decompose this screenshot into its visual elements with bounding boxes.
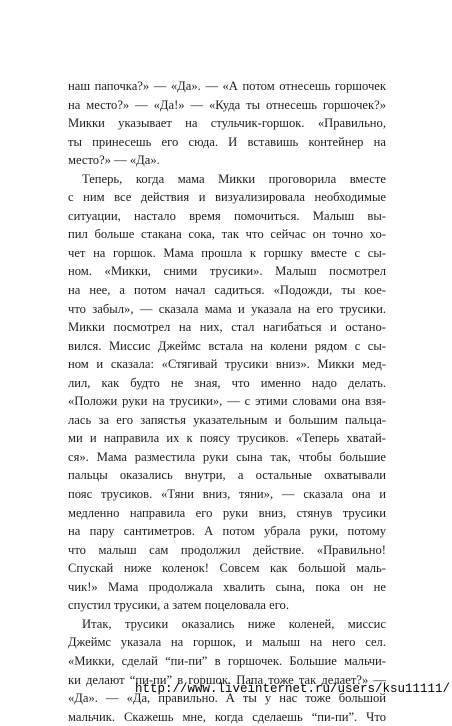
text-line: вился. Миссис Джеймс встала на колени рядом с сы-	[68, 338, 386, 353]
text-line: ситуации, настало время помочиться. Малыш вы-	[68, 208, 386, 223]
text-line: Джеймс указала на горшок, и малыш на него сел.	[68, 635, 386, 650]
text-line: ном. «Микки, сними трусики». Малыш посмотрел	[68, 264, 386, 279]
text-line: ми и направила их к поясу трусиков. «Теперь хватай-	[68, 431, 386, 446]
text-line: ты принесешь его сюда. И вставишь контейнер на	[68, 134, 386, 149]
text-line: на место?» — «Да!» — «Куда ты отнесешь горшочек?»	[68, 97, 386, 112]
text-line: что забыл», — сказала мама и указала на его трусики.	[68, 301, 386, 316]
text-line: «Да». — «Да, правильно. А ты у нас тоже большой	[68, 691, 386, 706]
text-line: ся». Мама разместила руки сына так, чтобы большие	[68, 449, 386, 464]
text-page	[68, 77, 386, 726]
text-line: чет на горшок. Мама прошла к горшку вместе с сы-	[68, 245, 386, 260]
text-line: лил, как будто не зная, что именно надо делать.	[68, 375, 386, 390]
text-line: на пару сантиметров. А потом убрала руки, потому	[68, 524, 386, 539]
text-line: наш папочка?» — «Да». — «А потом отнесешь горшочек	[68, 79, 386, 93]
text-line: чик!» Мама продолжала хвалить сына, пока он не	[68, 579, 386, 594]
text-line: «Положи руки на трусики», — с этими словами она взя-	[68, 394, 386, 409]
text-line: пояс трусиков. «Тяни вниз, тяни», — сказала она и	[68, 487, 386, 502]
text-line: на нее, а потом начал садиться. «Подожди, ты кое-	[68, 283, 386, 298]
text-line: спустил трусики, а затем поцеловала его.	[68, 598, 289, 613]
text-line: пальцы оказались внутри, а остальные охватывали	[68, 468, 386, 483]
text-line: ном и сказала: «Стягивай трусики вниз». Микки мед-	[68, 357, 386, 372]
text-line: ки делают “пи-пи” в горшок. Папа тоже так делает?» —	[68, 672, 386, 687]
text-line: место?» — «Да».	[68, 153, 160, 168]
text-line: «Микки, сделай “пи-пи” в горшочек. Большие мальчи-	[68, 653, 386, 668]
text-line: Микки указывает на стульчик-горшок. «Правильно,	[68, 116, 386, 131]
text-line: медленно направила его руки вниз, стянув трусики	[68, 505, 386, 520]
text-line: пил больше стакана сока, так что сейчас он точно хо-	[68, 227, 386, 242]
text-line: Итак, трусики оказались ниже коленей, миссис	[82, 616, 386, 631]
watermark-url[interactable]: http://www.liveinternet.ru/users/ksu11111/	[134, 682, 450, 696]
text-line: лась за его запястья указательным и большим пальца-	[68, 412, 386, 427]
text-line: с ним все действия и визуализировала необходимые	[68, 190, 386, 205]
text-line: Спускай ниже коленок! Совсем как большой маль-	[68, 561, 386, 576]
text-line: что малыш сам продолжил действие. «Правильно!	[68, 542, 386, 557]
text-line: мальчик. Скажешь мне, когда сделаешь “пи-пи”. Что	[68, 709, 386, 724]
text-line: Микки посмотрел на них, стал нагибаться и остано-	[68, 320, 386, 335]
text-line: Теперь, когда мама Микки проговорила вместе	[82, 171, 386, 186]
